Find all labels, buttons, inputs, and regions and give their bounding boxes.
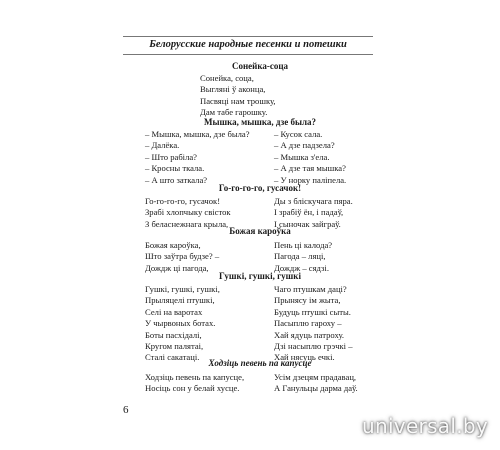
running-header: Белорусские народные песенки и потешки [149,39,347,50]
poem-line: Хай ядуць патроху. [274,329,345,340]
poem-line: Зрабi хлопчыку свiсток [145,207,231,218]
poem-title: Гушкi, гушкi, гушкi [219,271,301,281]
poem-line: I зрабiў ён, i падаў, [274,207,344,218]
header-rule-bottom [123,54,373,55]
poem-left-column [145,129,250,186]
poem-title: Го-го-го-го, гусачок! [218,183,302,193]
poem-line: У чырвоных ботах. [145,318,216,329]
poem-line: Пасвяцi нам трошку, [200,95,276,106]
poem-line: Пагода – ляці, [274,251,326,262]
poem-line: I сыночак зайграў. [274,218,341,229]
poem-line: Боты пасхiдалi, [145,329,202,340]
poem-line: – А дзе тая мышка? [274,163,346,174]
poem-line: Ходзiць певень па капусце, [145,372,245,382]
poem-line: – Кусок сала. [274,129,323,139]
poem-title: Сонейка-соца [231,61,289,71]
poem-line: – Што рабiла? [145,151,197,162]
poem-line: Гушкi, гушкi, гушкi, [145,284,220,294]
poem-line: Носiць сон у белай хусце. [145,383,240,394]
poem-line: Прынясу iм жыта, [274,295,341,306]
poem-right-column [274,240,332,274]
poem-title: Ходзiць певень па капусце [208,358,312,368]
header-rule-top [123,36,373,37]
poem-line: Што заўтра будзе? – [145,251,220,262]
poem-line: Ды з блiскучага пяра. [274,196,353,206]
poem-line: Селi на варотах [145,306,203,317]
poem-line: – А што заткала? [145,174,208,185]
poem-line: Дождж цi пагода, [145,262,209,273]
poem-line: Хай нясуць ечкi. [274,352,335,363]
poem-line: Выглянi ў аконца, [200,84,266,95]
poem-line: – Мышка з'ела. [274,151,330,162]
page-number: 6 [123,404,129,416]
poem-title: Божая кароўка [229,226,291,236]
poem-line: – Далёка. [145,140,180,151]
poem-line: Пасыплю гароху – [274,318,342,329]
poem-right-column [274,129,346,186]
poem-line: Дзi насыплю грэчкi – [274,340,353,351]
poem-line: – А дзе падзела? [274,140,335,151]
watermark: universal.by [362,414,488,438]
poem-line: Чаго птушкам даці? [274,284,347,294]
poem-line: Кругом палятаi, [145,340,204,351]
poem-line: З беласнежнага крыла, [145,218,229,229]
poem-line: Будуць птушкi сыты. [274,306,351,317]
poem-left-column [145,372,244,395]
poem-line: Усiм дзецям прадавац, [274,372,357,382]
poem-line: – У норку палiпела. [274,174,347,185]
poem-left-column [145,240,219,274]
poem-line: Дождж – сядзі. [274,262,329,273]
poem-left-column [145,284,220,364]
poem-line: Божая кароўка, [145,240,201,250]
poem-right-column [274,372,358,395]
poem-line: Прыляцелi птушкi, [145,295,215,306]
poem-right-column [274,284,353,364]
poem-line: – Мышка, мышка, дзе была? [145,129,250,139]
poem-title: Мышка, мышка, дзе была? [203,117,317,127]
poem-line: Сталi сакатацi. [145,352,200,363]
poem-left-column [200,73,276,119]
poem-line: Пень цi калода? [274,240,333,250]
poem-line: – Кросны ткала. [145,163,205,174]
poem-line: Сонейка, соца, [200,73,254,83]
poem-line: Го-го-го-го, гусачок! [145,196,221,206]
poem-line: Дам табе гарошку. [200,107,268,118]
poem-line: А Ганульцы дарма даў. [274,383,358,394]
